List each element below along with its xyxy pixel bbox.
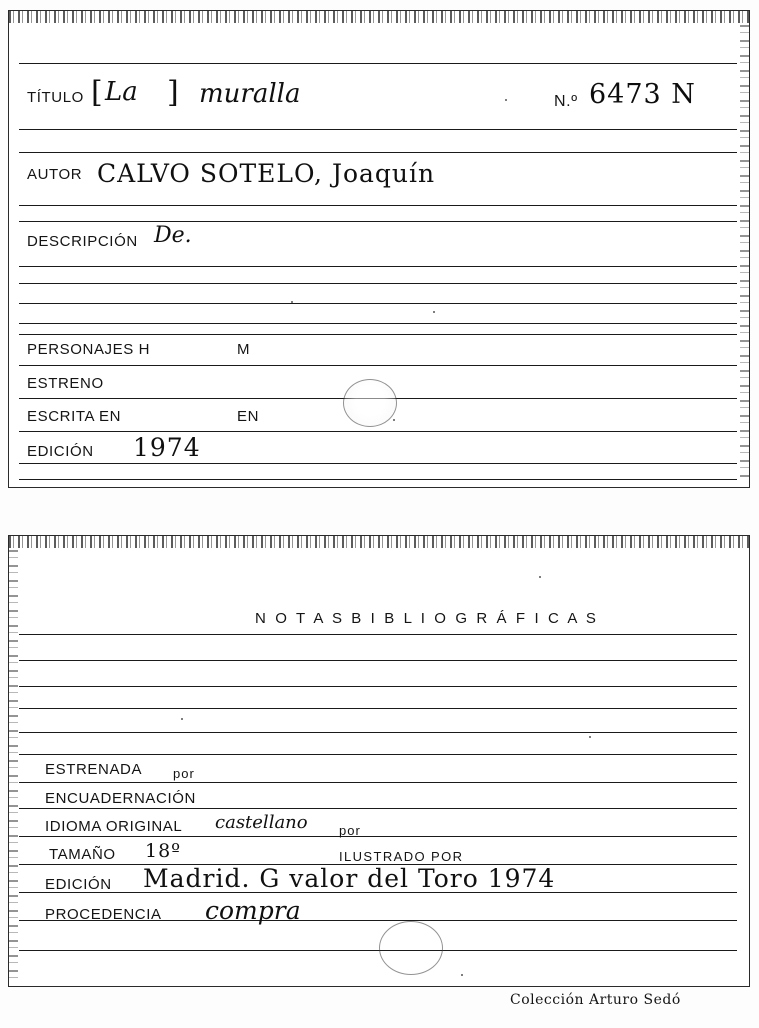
descripcion-value: De.: [154, 223, 192, 248]
scan-edge-noise-top: [740, 25, 749, 481]
title-value: muralla: [199, 79, 301, 109]
scan-blob-artifact-bottom: [379, 921, 443, 975]
title-bracket-text: La: [105, 77, 138, 107]
catalog-card-bottom: [8, 535, 750, 987]
field-label-tamano: TAMAÑO: [49, 846, 116, 863]
field-label-estreno: ESTRENO: [27, 375, 104, 392]
field-label-estrenada: ESTRENADA: [45, 761, 143, 778]
field-label-escrita-en: ESCRITA EN: [27, 408, 122, 425]
field-label-descripcion: DESCRIPCIÓN: [27, 233, 138, 250]
field-label-edicion: EDICIÓN: [27, 443, 94, 460]
collection-note: Colección Arturo Sedó: [510, 992, 681, 1008]
field-suffix-idioma-por: por: [339, 823, 361, 838]
field-label-titulo: TÍTULO: [27, 89, 84, 106]
field-label-encuadernacion: ENCUADERNACIÓN: [45, 790, 196, 807]
field-label-edicion-bottom: EDICIÓN: [45, 876, 112, 893]
title-bracket-open: [: [91, 75, 103, 110]
field-label-personajes-h: PERSONAJES H: [27, 341, 151, 358]
field-suffix-estrenada-por: por: [173, 766, 195, 781]
scan-blob-artifact: [343, 379, 397, 427]
field-label-procedencia: PROCEDENCIA: [45, 906, 162, 923]
autor-value: CALVO SOTELO, Joaquín: [97, 159, 436, 188]
scan-edge-noise-bottom: [9, 550, 18, 980]
field-label-idioma-original: IDIOMA ORIGINAL: [45, 818, 183, 835]
number-value: 6473 N: [589, 79, 696, 110]
number-label: N.º: [554, 93, 578, 110]
notas-bibliograficas-heading: N O T A S B I B L I O G R Á F I C A S: [255, 610, 599, 627]
field-label-personajes-m: M: [237, 341, 251, 358]
field-label-ilustrado-por: ILUSTRADO POR: [339, 849, 464, 864]
field-label-autor: AUTOR: [27, 166, 83, 183]
idioma-original-value: castellano: [215, 812, 308, 833]
tamano-value: 18º: [145, 840, 182, 862]
field-label-en: EN: [237, 408, 260, 425]
edicion-value: 1974: [133, 433, 201, 462]
title-bracket-close: ]: [167, 75, 179, 110]
catalog-card-top: [8, 10, 750, 488]
edicion-bottom-value: Madrid. G valor del Toro 1974: [143, 864, 556, 893]
procedencia-value: compra: [205, 896, 301, 925]
